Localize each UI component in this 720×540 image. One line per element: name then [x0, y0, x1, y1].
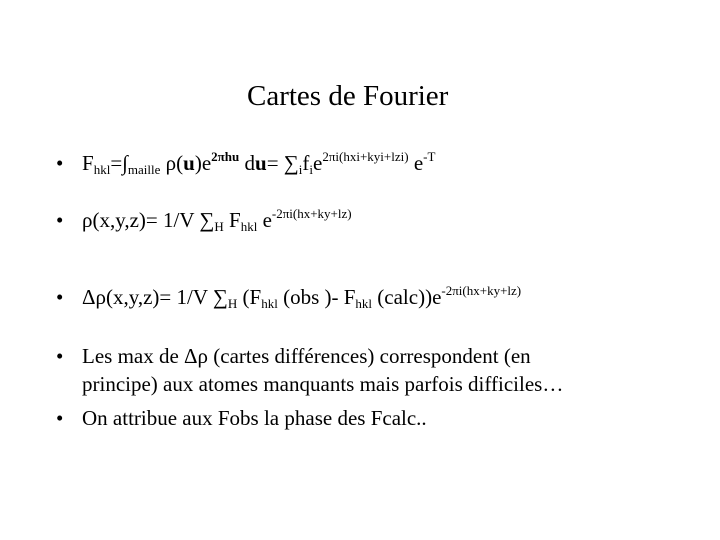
bullet-icon: • [56, 406, 64, 430]
difference-maps-line-2: principe) aux atomes manquants mais parfois difficiles… [82, 372, 564, 396]
bullet-icon: • [56, 151, 64, 175]
bullet-icon: • [56, 285, 64, 309]
equation-fhkl: $F_{hkl}=\int_{maille}$ $\rho(u)e^{2\pi hu}$ $du= \sum_if_ie^{2\pi i(hxi+kyi+lzi)}$ $e^{-T}$ [82, 149, 436, 177]
equation-rho: ρ(x,y,z)= 1/V $\sum_H$ $F_{hkl}$ $e^{-2\pi i(hx+ky+lz)}$ [82, 206, 352, 234]
phase-assignment-line: On attribue aux Fobs la phase des Fcalc.. [82, 406, 427, 430]
slide-title: Cartes de Fourier [247, 80, 449, 112]
bullet-icon: • [56, 344, 64, 368]
difference-maps-line-1: Les max de Δρ (cartes différences) correspondent (en [82, 344, 531, 368]
equation-delta-rho: Δρ(x,y,z)= 1/V $\sum_H$ ($F_{hkl}$ (obs )- $F_{hkl}$ $(calc))e^{-2\pi i(hx+ky+lz)}$ [82, 283, 522, 311]
bullet-icon: • [56, 208, 64, 232]
